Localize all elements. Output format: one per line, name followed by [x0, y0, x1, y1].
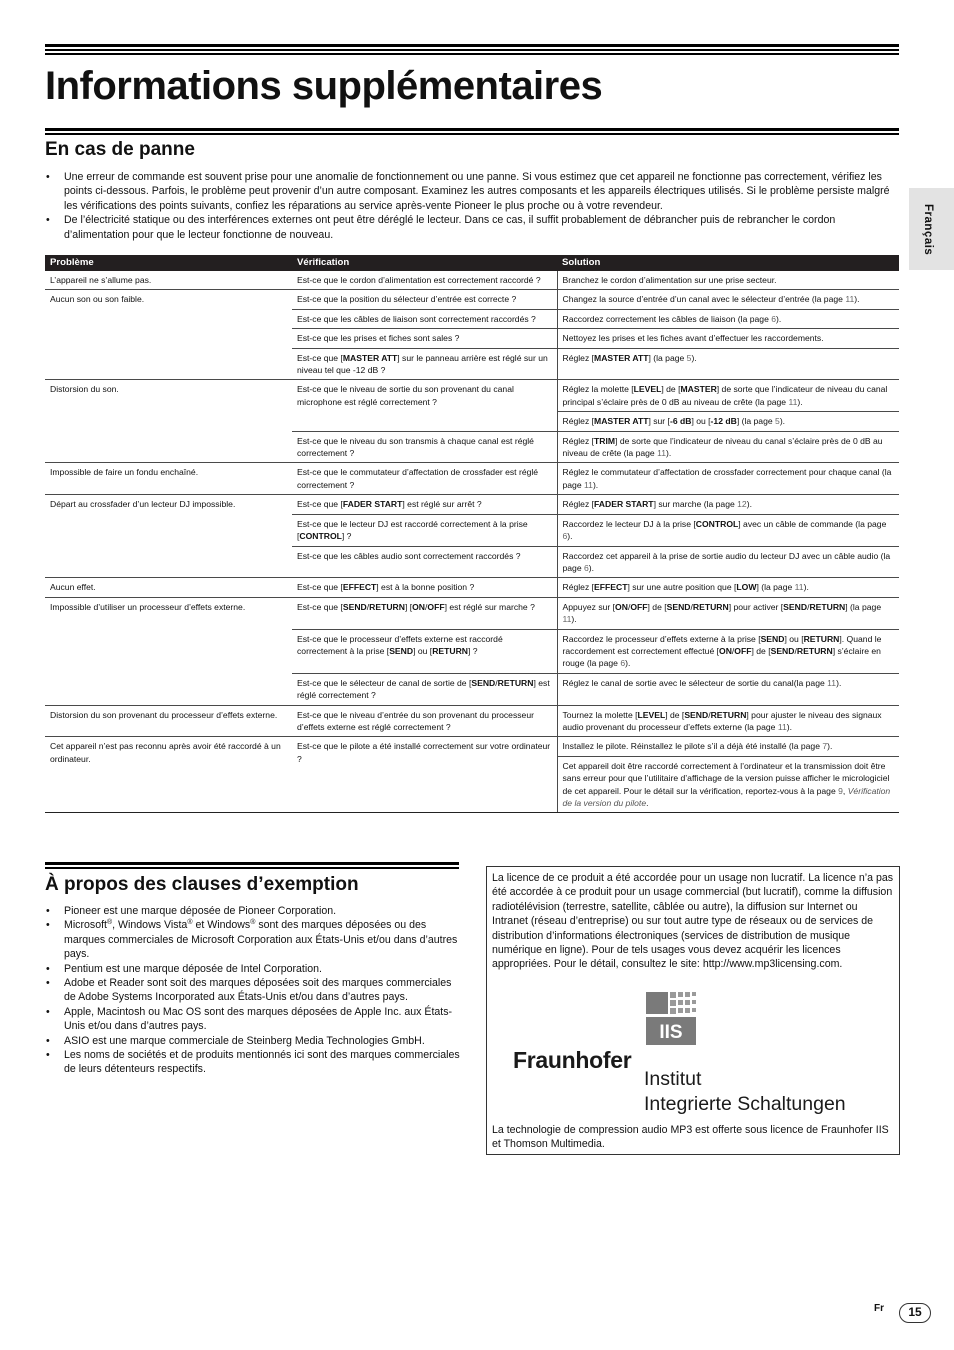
solution-cell: Raccordez le lecteur DJ à la prise [CONTROL] avec un câble de commande (la page 6). — [557, 514, 899, 546]
solution-cell: Réglez la molette [LEVEL] de [MASTER] de sorte que l’indicateur de niveau du canal principal s’éclaire près de 0 dB au niveau de crête (la page 11). — [557, 380, 899, 412]
check-cell: Est-ce que le niveau du son transmis à chaque canal est réglé correctement ? — [292, 431, 557, 463]
problem-cell: Aucun effet. — [45, 578, 292, 597]
language-tab-label: Français — [922, 204, 934, 256]
check-cell: Est-ce que la position du sélecteur d’entrée est correcte ? — [292, 290, 557, 309]
solution-cell: Changez la source d’entrée d’un canal avec le sélecteur d’entrée (la page 11). — [557, 290, 899, 309]
table-row — [45, 578, 899, 597]
intro-item: • Une erreur de commande est souvent prise pour une anomalie de fonctionnement ou une panne. Si vous estimez que cet appareil ne fonctionne pas correctement, vérifiez les points ci-dessous. Parfois, le problème peut provenir d’un autre composant. Examinez les autres composants et les appareils électriques utilisés. Si le problème persiste malgré les vérifications des points suivants, confiez les réparations au service après-vente Pioneer le plus proche ou à votre revendeur. — [45, 170, 890, 213]
problem-cell: Distorsion du son provenant du processeur d’effets externe. — [45, 705, 292, 737]
problem-cell: Impossible d’utiliser un processeur d’effets externe. — [45, 597, 292, 705]
header-solution: Solution — [557, 255, 899, 271]
exemption-list — [45, 904, 460, 1077]
table-row — [45, 705, 899, 737]
page-number: 15 — [899, 1303, 931, 1323]
table-row — [45, 463, 899, 495]
check-cell: Est-ce que le cordon d’alimentation est correctement raccordé ? — [292, 271, 557, 290]
solution-cell: Installez le pilote. Réinstallez le pilote s’il a déjà été installé (la page 7). — [557, 737, 899, 756]
exemption-item: • Apple, Macintosh ou Mac OS sont des marques déposées de Apple Inc. aux États-Unis et/ou dans d’autres pays. — [45, 1005, 460, 1034]
solution-cell: Tournez la molette [LEVEL] de [SEND/RETURN] pour ajuster le niveau des signaux audio provenant du processeur d’effets externe (la page 11). — [557, 705, 899, 737]
solution-cell: Réglez le commutateur d’affectation de crossfader correctement pour chaque canal (la page 11). — [557, 463, 899, 495]
exemption-item: • Les noms de sociétés et de produits mentionnés ici sont des marques commerciales de leurs détenteurs respectifs. — [45, 1048, 460, 1077]
check-cell: Est-ce que le niveau d’entrée du son provenant du processeur d’effets externe est réglé correctement ? — [292, 705, 557, 737]
check-cell: Est-ce que le sélecteur de canal de sortie de [SEND/RETURN] est réglé correctement ? — [292, 673, 557, 705]
check-cell: Est-ce que le pilote a été installé correctement sur votre ordinateur ? — [292, 737, 557, 813]
exemption-item: • Pentium est une marque déposée de Intel Corporation. — [45, 962, 460, 976]
solution-cell: Appuyez sur [ON/OFF] de [SEND/RETURN] pour activer [SEND/RETURN] (la page 11). — [557, 597, 899, 629]
title-rule-top — [45, 44, 899, 57]
exemption-item: • Adobe et Reader sont soit des marques déposées soit des marques commerciales de Adobe Systems Incorporated aux États-Unis et/ou dans d’autres pays. — [45, 976, 460, 1005]
problem-cell: Départ au crossfader d’un lecteur DJ impossible. — [45, 495, 292, 578]
solution-cell: Branchez le cordon d’alimentation sur une prise secteur. — [557, 271, 899, 290]
license-box — [486, 866, 900, 1155]
troubleshooting-heading: En cas de panne — [45, 139, 195, 160]
troubleshooting-table — [45, 255, 899, 813]
table-row — [45, 495, 899, 514]
check-cell: Est-ce que [EFFECT] est à la bonne position ? — [292, 578, 557, 597]
institut-line-2: Integrierte Schaltungen — [644, 1093, 846, 1115]
check-cell: Est-ce que le commutateur d’affectation de crossfader est réglé correctement ? — [292, 463, 557, 495]
solution-cell: Réglez [TRIM] de sorte que l’indicateur de niveau du canal s’éclaire près de 0 dB au niveau de crête (la page 11). — [557, 431, 899, 463]
problem-cell: Cet appareil n’est pas reconnu après avoir été raccordé à un ordinateur. — [45, 737, 292, 813]
table-row — [45, 271, 899, 290]
table-header-row — [45, 255, 899, 271]
intro-item: • De l’électricité statique ou des interférences externes ont peut être déréglé le lecteur. Dans ce cas, il suffit probablement de débrancher puis de rebrancher le cordon d’alimentation pour que le lecteur fonctionne de nouveau. — [45, 213, 890, 242]
check-cell: Est-ce que [FADER START] est réglé sur arrêt ? — [292, 495, 557, 514]
check-cell: Est-ce que le processeur d’effets externe est raccordé correctement à la prise [SEND] ou [RETURN] ? — [292, 629, 557, 673]
license-footer-text: La technologie de compression audio MP3 est offerte sous licence de Fraunhofer IIS et Thomson Multimedia. — [492, 1124, 889, 1151]
iis-logo-text: IIS — [659, 1022, 683, 1043]
section-rule — [45, 128, 899, 137]
table-row — [45, 290, 899, 309]
footer-lang: Fr — [874, 1303, 884, 1314]
solution-cell: Nettoyez les prises et les fiches avant d’effectuer les raccordements. — [557, 329, 899, 348]
table-row — [45, 597, 899, 629]
check-cell: Est-ce que [SEND/RETURN] [ON/OFF] est réglé sur marche ? — [292, 597, 557, 629]
solution-cell: Raccordez le processeur d’effets externe à la prise [SEND] ou [RETURN]. Quand le raccordement est correctement effectué [ON/OFF] de [SEND/RETURN] s’éclaire en rouge (la page 6). — [557, 629, 899, 673]
check-cell: Est-ce que [MASTER ATT] sur le panneau arrière est réglé sur un niveau tel que -12 dB ? — [292, 348, 557, 380]
language-tab — [909, 188, 954, 270]
solution-cell: Réglez [MASTER ATT] sur [-6 dB] ou [-12 dB] (la page 5). — [557, 412, 899, 431]
check-cell: Est-ce que les câbles audio sont correctement raccordés ? — [292, 546, 557, 578]
exemption-item: • Microsoft®, Windows Vista® et Windows® sont des marques déposées ou des marques commerciales de Microsoft Corporation aux États-Unis et/ou dans d’autres pays. — [45, 918, 460, 961]
institut-wordmark — [644, 1067, 846, 1117]
solution-cell: Raccordez correctement les câbles de liaison (la page 6). — [557, 309, 899, 328]
solution-cell: Réglez [EFFECT] sur une autre position que [LOW] (la page 11). — [557, 578, 899, 597]
table-row — [45, 380, 899, 412]
problem-cell: L’appareil ne s’allume pas. — [45, 271, 292, 290]
exemption-rule — [45, 862, 459, 871]
institut-line-1: Institut — [644, 1068, 702, 1090]
troubleshooting-intro — [45, 170, 890, 242]
fraunhofer-wordmark: Fraunhofer — [513, 1047, 632, 1073]
table-row — [45, 737, 899, 756]
check-cell: Est-ce que les câbles de liaison sont correctement raccordés ? — [292, 309, 557, 328]
solution-cell: Réglez le canal de sortie avec le sélecteur de sortie du canal(la page 11). — [557, 673, 899, 705]
solution-cell: Raccordez cet appareil à la prise de sortie audio du lecteur DJ avec un câble audio (la page 6). — [557, 546, 899, 578]
exemption-heading: À propos des clauses d’exemption — [45, 874, 359, 895]
exemption-item: • Pioneer est une marque déposée de Pioneer Corporation. — [45, 904, 460, 918]
problem-cell: Impossible de faire un fondu enchaîné. — [45, 463, 292, 495]
exemption-item: • ASIO est une marque commerciale de Steinberg Media Technologies GmbH. — [45, 1034, 460, 1048]
check-cell: Est-ce que le lecteur DJ est raccordé correctement à la prise [CONTROL] ? — [292, 514, 557, 546]
problem-cell: Aucun son ou son faible. — [45, 290, 292, 380]
iis-logo — [646, 992, 696, 1045]
solution-cell: Réglez [MASTER ATT] (la page 5). — [557, 348, 899, 380]
header-check: Vérification — [292, 255, 557, 271]
license-text: La licence de ce produit a été accordée pour un usage non lucratif. La licence n’a pas été accordée à ce produit pour un usage commercial (but lucratif), comme la diffusion radiotélévision (terrestre, satellite, câblée ou autre), la diffusion sur Internet ou Intranet (réseau d’entreprise) ou sur tout autre type de réseaux ou de services de distribution d’informations électroniques (services de distribution de musique numérique en ligne). Pour de tels usages vous devez acquérir les licences appropriées. Pour le détail, consultez le site: http://www.mp3licensing.com. — [492, 872, 894, 971]
page-title: Informations supplémentaires — [45, 64, 603, 108]
header-problem: Problème — [45, 255, 292, 271]
check-cell: Est-ce que le niveau de sortie du son provenant du canal microphone est réglé correctement ? — [292, 380, 557, 431]
solution-cell: Réglez [FADER START] sur marche (la page 12). — [557, 495, 899, 514]
solution-cell: Cet appareil doit être raccordé correctement à l’ordinateur et la transmission doit être sans erreur pour que l’utilitaire d’affichage de la version puisse afficher le micrologiciel de cet appareil. Pour le détail sur la vérification, reportez-vous à la page 9, Vérification de la version du pilote. — [557, 756, 899, 813]
problem-cell: Distorsion du son. — [45, 380, 292, 463]
check-cell: Est-ce que les prises et fiches sont sales ? — [292, 329, 557, 348]
